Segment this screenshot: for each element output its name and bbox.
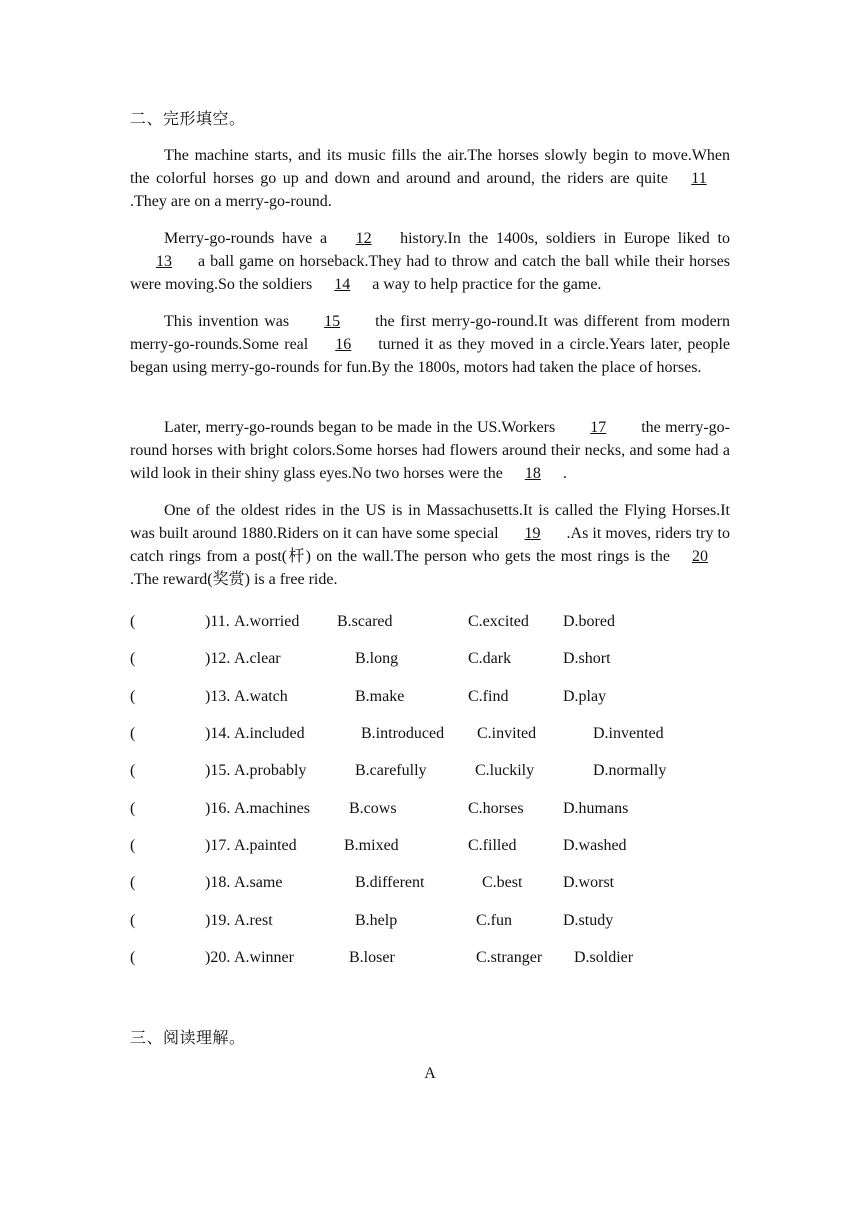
passage-text: .As it moves, riders try to catch rings from a post(杆) on the wall.The person who gets the most rings is the bbox=[130, 525, 730, 565]
blank-17: 17 bbox=[590, 419, 607, 436]
blank-13: 13 bbox=[156, 253, 172, 270]
question-number: )20. bbox=[205, 949, 231, 966]
answer-paren[interactable]: ( bbox=[130, 874, 136, 891]
answer-paren[interactable]: ( bbox=[130, 725, 136, 742]
option-d: D.normally bbox=[593, 762, 667, 779]
blank-12: 12 bbox=[355, 230, 372, 247]
passage-text: turned it as they moved in a circle.Years later, people began using merry-go-rounds for fun.By the 1800s, motors had taken the place of horses. bbox=[130, 336, 730, 376]
answer-paren[interactable]: ( bbox=[130, 837, 136, 854]
passage-text: .They are on a merry-go-round. bbox=[130, 193, 332, 210]
passage-text: the merry-go-round horses with bright colors.Some horses had flowers around their necks, and some had a wild look in their shiny glass eyes.No two horses were the bbox=[130, 419, 731, 482]
option-d: D.bored bbox=[563, 613, 615, 630]
question-number: )12. bbox=[205, 650, 231, 667]
answer-paren[interactable]: ( bbox=[130, 650, 136, 667]
question-row-20 bbox=[130, 949, 750, 971]
option-c: C.find bbox=[468, 688, 509, 705]
option-b: B.make bbox=[355, 688, 405, 705]
option-c: C.dark bbox=[468, 650, 512, 667]
passage-text: .The reward(奖赏) is a free ride. bbox=[130, 571, 338, 588]
option-c: C.filled bbox=[468, 837, 517, 854]
option-d: D.soldier bbox=[574, 949, 634, 966]
option-d: D.humans bbox=[563, 800, 629, 817]
blank-20: 20 bbox=[692, 548, 708, 565]
passage-paragraph-2 bbox=[130, 227, 730, 296]
option-a: A.clear bbox=[234, 650, 281, 667]
option-a: A.rest bbox=[234, 912, 273, 929]
option-d: D.invented bbox=[593, 725, 664, 742]
answer-paren[interactable]: ( bbox=[130, 912, 136, 929]
passage-paragraph-5 bbox=[130, 499, 730, 591]
passage-text: a ball game on horseback.They had to throw and catch the ball while their horses were moving.So the soldiers bbox=[130, 253, 730, 293]
option-d: D.play bbox=[563, 688, 607, 705]
option-d: D.short bbox=[563, 650, 611, 667]
question-row-18 bbox=[130, 874, 750, 896]
option-a: A.included bbox=[234, 725, 305, 742]
option-a: A.same bbox=[234, 874, 283, 891]
option-c: C.best bbox=[482, 874, 523, 891]
option-c: C.horses bbox=[468, 800, 524, 817]
question-number: )13. bbox=[205, 688, 231, 705]
passage-text: . bbox=[562, 465, 567, 482]
question-number: )16. bbox=[205, 800, 231, 817]
option-b: B.carefully bbox=[355, 762, 427, 779]
option-d: D.worst bbox=[563, 874, 615, 891]
question-number: )18. bbox=[205, 874, 231, 891]
blank-19: 19 bbox=[524, 525, 541, 542]
option-b: B.loser bbox=[349, 949, 395, 966]
question-number: )15. bbox=[205, 762, 231, 779]
passage-text: a way to help practice for the game. bbox=[372, 276, 602, 293]
blank-15: 15 bbox=[324, 313, 341, 330]
passage-text: This invention was bbox=[164, 313, 290, 330]
question-row-19 bbox=[130, 912, 750, 934]
option-c: C.luckily bbox=[475, 762, 535, 779]
question-number: )19. bbox=[205, 912, 231, 929]
option-c: C.fun bbox=[476, 912, 512, 929]
option-d: D.washed bbox=[563, 837, 627, 854]
option-b: B.mixed bbox=[344, 837, 399, 854]
question-number: )17. bbox=[205, 837, 231, 854]
option-a: A.worried bbox=[234, 613, 300, 630]
answer-paren[interactable]: ( bbox=[130, 688, 136, 705]
question-row-13 bbox=[130, 688, 750, 710]
option-b: B.scared bbox=[337, 613, 393, 630]
option-b: B.introduced bbox=[361, 725, 445, 742]
question-number: )14. bbox=[205, 725, 231, 742]
option-d: D.study bbox=[563, 912, 614, 929]
question-number: )11. bbox=[205, 613, 230, 630]
option-a: A.painted bbox=[234, 837, 297, 854]
option-b: B.cows bbox=[349, 800, 397, 817]
passage-text: history.In the 1400s, soldiers in Europe liked to bbox=[400, 230, 731, 247]
passage-paragraph-3 bbox=[130, 310, 730, 379]
passage-text: the first merry-go-round.It was different from modern merry-go-rounds.Some real bbox=[130, 313, 730, 353]
option-c: C.invited bbox=[477, 725, 537, 742]
option-b: B.different bbox=[355, 874, 425, 891]
answer-paren[interactable]: ( bbox=[130, 949, 136, 966]
option-b: B.long bbox=[355, 650, 399, 667]
passage-text: Later, merry-go-rounds began to be made in the US.Workers bbox=[164, 419, 556, 436]
option-a: A.probably bbox=[234, 762, 307, 779]
blank-14: 14 bbox=[334, 276, 351, 293]
blank-16: 16 bbox=[335, 336, 352, 353]
question-row-17 bbox=[130, 837, 750, 859]
answer-paren[interactable]: ( bbox=[130, 762, 136, 779]
passage-paragraph-1 bbox=[130, 144, 730, 213]
option-c: C.stranger bbox=[476, 949, 543, 966]
section-3-title: 三、阅读理解。 bbox=[130, 1030, 246, 1047]
option-a: A.winner bbox=[234, 949, 294, 966]
option-b: B.help bbox=[355, 912, 398, 929]
question-row-14 bbox=[130, 725, 750, 747]
option-a: A.machines bbox=[234, 800, 310, 817]
passage-text: Merry-go-rounds have a bbox=[164, 230, 328, 247]
part-label: A bbox=[424, 1065, 436, 1082]
answer-paren[interactable]: ( bbox=[130, 800, 136, 817]
question-row-15 bbox=[130, 762, 750, 784]
answer-paren[interactable]: ( bbox=[130, 613, 136, 630]
passage-paragraph-4 bbox=[130, 416, 730, 485]
question-row-11 bbox=[130, 613, 750, 635]
section-2-title: 二、完形填空。 bbox=[130, 111, 246, 128]
passage-text: The machine starts, and its music fills the air.The horses slowly begin to move.When the colorful horses go up and down and around and around, the riders are quite bbox=[130, 147, 730, 187]
option-a: A.watch bbox=[234, 688, 288, 705]
question-row-16 bbox=[130, 800, 750, 822]
option-c: C.excited bbox=[468, 613, 529, 630]
blank-18: 18 bbox=[524, 465, 541, 482]
passage-text: One of the oldest rides in the US is in Massachusetts.It is called the Flying Horses.It was built around 1880.Riders on it can have some special bbox=[130, 502, 730, 542]
question-row-12 bbox=[130, 650, 750, 672]
blank-11: 11 bbox=[691, 170, 707, 187]
